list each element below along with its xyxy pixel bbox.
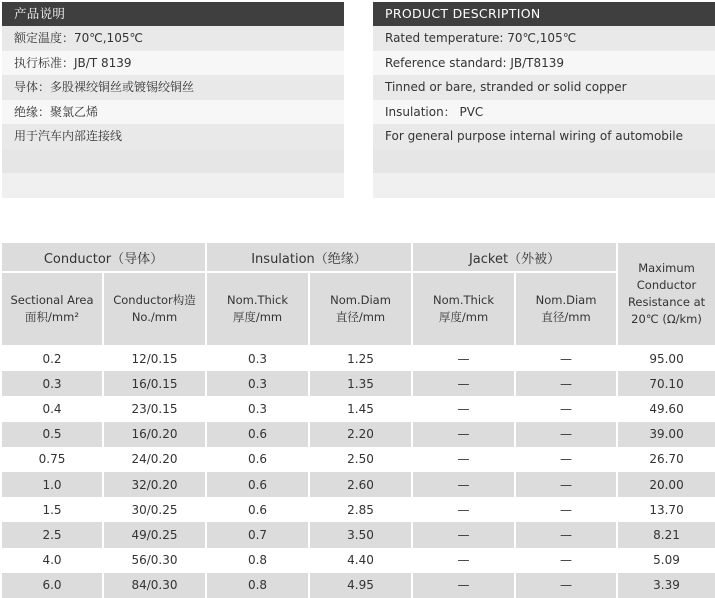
cell-insulation-diam: 4.95 bbox=[309, 573, 412, 598]
cell-insulation-diam: 2.50 bbox=[309, 447, 412, 472]
table-row bbox=[1, 422, 715, 447]
cell-jacket-diam: — bbox=[515, 522, 617, 547]
cell-jacket-diam: — bbox=[515, 548, 617, 573]
cell-conductor-construction: 23/0.15 bbox=[103, 396, 206, 421]
cell-conductor-construction: 32/0.20 bbox=[103, 472, 206, 497]
cell-sectional-area: 6.0 bbox=[1, 573, 103, 598]
cell-insulation-diam: 1.25 bbox=[309, 346, 412, 371]
group-header-jacket: Jacket（外被） bbox=[412, 242, 617, 272]
cell-jacket-diam: — bbox=[515, 396, 617, 421]
table-row bbox=[1, 346, 715, 371]
cell-jacket-diam: — bbox=[515, 472, 617, 497]
cn-row-empty-2 bbox=[2, 173, 344, 198]
cell-conductor-construction: 30/0.25 bbox=[103, 497, 206, 522]
resistance-label-line-4: 20℃ (Ω/km) bbox=[631, 312, 702, 326]
cell-jacket-diam: — bbox=[515, 573, 617, 598]
sectional-area-label-cn: 面积/mm² bbox=[25, 310, 79, 324]
cell-sectional-area: 2.5 bbox=[1, 522, 103, 547]
en-row-usage: For general purpose internal wiring of automobile bbox=[373, 124, 715, 149]
table-row bbox=[1, 497, 715, 522]
jacket-diam-label-en: Nom.Diam bbox=[535, 293, 597, 307]
cell-jacket-diam: — bbox=[515, 447, 617, 472]
en-row-conductor: Tinned or bare, stranded or solid copper bbox=[373, 75, 715, 100]
specification-table bbox=[0, 241, 715, 598]
column-header-conductor-construction bbox=[103, 272, 206, 346]
cell-max-resistance: 49.60 bbox=[617, 396, 715, 421]
cell-conductor-construction: 16/0.20 bbox=[103, 422, 206, 447]
cell-insulation-thick: 0.3 bbox=[206, 346, 309, 371]
cn-row-rated-temperature: 额定温度：70℃,105℃ bbox=[2, 26, 344, 51]
table-body bbox=[1, 346, 715, 598]
cell-sectional-area: 0.3 bbox=[1, 371, 103, 396]
cell-conductor-construction: 84/0.30 bbox=[103, 573, 206, 598]
sectional-area-label-en: Sectional Area bbox=[10, 293, 94, 307]
cell-conductor-construction: 16/0.15 bbox=[103, 371, 206, 396]
cell-insulation-thick: 0.3 bbox=[206, 396, 309, 421]
column-header-insulation-diam bbox=[309, 272, 412, 346]
cell-insulation-diam: 2.85 bbox=[309, 497, 412, 522]
cell-insulation-diam: 3.50 bbox=[309, 522, 412, 547]
cell-insulation-thick: 0.6 bbox=[206, 472, 309, 497]
column-header-jacket-thick bbox=[412, 272, 515, 346]
en-row-rated-temperature: Rated temperature: 70℃,105℃ bbox=[373, 26, 715, 51]
cell-sectional-area: 4.0 bbox=[1, 548, 103, 573]
en-description-panel bbox=[373, 2, 715, 198]
cell-max-resistance: 13.70 bbox=[617, 497, 715, 522]
resistance-label-line-3: Resistance at bbox=[627, 295, 706, 309]
cell-max-resistance: 5.09 bbox=[617, 548, 715, 573]
cell-sectional-area: 0.75 bbox=[1, 447, 103, 472]
cell-conductor-construction: 56/0.30 bbox=[103, 548, 206, 573]
en-row-insulation: Insulation： PVC bbox=[373, 100, 715, 125]
cell-insulation-thick: 0.3 bbox=[206, 371, 309, 396]
column-header-resistance bbox=[617, 242, 715, 346]
en-row-empty-2 bbox=[373, 173, 715, 198]
cell-jacket-diam: — bbox=[515, 497, 617, 522]
cell-insulation-diam: 1.35 bbox=[309, 371, 412, 396]
column-header-insulation-thick bbox=[206, 272, 309, 346]
en-panel-title: PRODUCT DESCRIPTION bbox=[373, 2, 715, 26]
cell-jacket-thick: — bbox=[412, 548, 515, 573]
cn-row-usage: 用于汽车内部连接线 bbox=[2, 124, 344, 149]
cell-jacket-thick: — bbox=[412, 447, 515, 472]
table-row bbox=[1, 573, 715, 598]
group-header-conductor: Conductor（导体） bbox=[1, 242, 206, 272]
cell-insulation-thick: 0.6 bbox=[206, 447, 309, 472]
jacket-thick-label-en: Nom.Thick bbox=[433, 293, 495, 307]
cn-row-conductor: 导体：多股裸绞铜丝或镀锡绞铜丝 bbox=[2, 75, 344, 100]
cell-jacket-diam: — bbox=[515, 422, 617, 447]
cell-sectional-area: 0.2 bbox=[1, 346, 103, 371]
cell-max-resistance: 95.00 bbox=[617, 346, 715, 371]
cn-panel-rows bbox=[2, 26, 344, 198]
resistance-label-line-2: Conductor bbox=[636, 278, 697, 292]
ins-thick-label-en: Nom.Thick bbox=[227, 293, 288, 307]
en-panel-rows bbox=[373, 26, 715, 198]
cell-jacket-thick: — bbox=[412, 522, 515, 547]
cell-insulation-thick: 0.8 bbox=[206, 573, 309, 598]
table-row bbox=[1, 522, 715, 547]
cn-row-empty-1 bbox=[2, 149, 344, 174]
table-row bbox=[1, 447, 715, 472]
cell-insulation-thick: 0.8 bbox=[206, 548, 309, 573]
construction-label-en: Conductor构造 bbox=[113, 293, 196, 307]
jacket-diam-label-cn: 直径/mm bbox=[541, 310, 591, 324]
column-header-jacket-diam bbox=[515, 272, 617, 346]
cell-insulation-diam: 2.60 bbox=[309, 472, 412, 497]
cn-row-insulation: 绝缘：聚氯乙烯 bbox=[2, 100, 344, 125]
cell-jacket-thick: — bbox=[412, 371, 515, 396]
jacket-thick-label-cn: 厚度/mm bbox=[438, 310, 489, 324]
cell-jacket-thick: — bbox=[412, 396, 515, 421]
cell-insulation-diam: 2.20 bbox=[309, 422, 412, 447]
cell-max-resistance: 3.39 bbox=[617, 573, 715, 598]
cell-jacket-thick: — bbox=[412, 346, 515, 371]
cell-insulation-thick: 0.7 bbox=[206, 522, 309, 547]
cell-insulation-thick: 0.6 bbox=[206, 497, 309, 522]
table-row bbox=[1, 371, 715, 396]
cell-max-resistance: 8.21 bbox=[617, 522, 715, 547]
table-row bbox=[1, 396, 715, 421]
resistance-label-line-1: Maximum bbox=[638, 261, 695, 275]
cell-max-resistance: 39.00 bbox=[617, 422, 715, 447]
cell-max-resistance: 26.70 bbox=[617, 447, 715, 472]
construction-label-unit: No./mm bbox=[131, 310, 178, 324]
cell-conductor-construction: 12/0.15 bbox=[103, 346, 206, 371]
cn-description-panel bbox=[2, 2, 344, 198]
cell-conductor-construction: 24/0.20 bbox=[103, 447, 206, 472]
cell-max-resistance: 20.00 bbox=[617, 472, 715, 497]
cell-insulation-diam: 1.45 bbox=[309, 396, 412, 421]
cell-sectional-area: 1.5 bbox=[1, 497, 103, 522]
cn-row-standard: 执行标准：JB/T 8139 bbox=[2, 51, 344, 76]
cell-jacket-diam: — bbox=[515, 346, 617, 371]
en-row-standard: Reference standard: JB/T8139 bbox=[373, 51, 715, 76]
cell-jacket-thick: — bbox=[412, 497, 515, 522]
cell-sectional-area: 1.0 bbox=[1, 472, 103, 497]
cell-jacket-thick: — bbox=[412, 422, 515, 447]
column-header-sectional-area bbox=[1, 272, 103, 346]
ins-thick-label-cn: 厚度/mm bbox=[232, 310, 283, 324]
en-row-empty-1 bbox=[373, 149, 715, 174]
cell-sectional-area: 0.5 bbox=[1, 422, 103, 447]
cell-insulation-diam: 4.40 bbox=[309, 548, 412, 573]
cell-max-resistance: 70.10 bbox=[617, 371, 715, 396]
table-row bbox=[1, 472, 715, 497]
cell-jacket-thick: — bbox=[412, 573, 515, 598]
table-header bbox=[1, 242, 715, 346]
group-header-insulation: Insulation（绝缘） bbox=[206, 242, 412, 272]
ins-diam-label-en: Nom.Diam bbox=[330, 293, 391, 307]
cell-insulation-thick: 0.6 bbox=[206, 422, 309, 447]
ins-diam-label-cn: 直径/mm bbox=[335, 310, 386, 324]
cell-conductor-construction: 49/0.25 bbox=[103, 522, 206, 547]
table-row bbox=[1, 548, 715, 573]
cell-jacket-diam: — bbox=[515, 371, 617, 396]
cn-panel-title: 产品说明 bbox=[2, 2, 344, 26]
cell-sectional-area: 0.4 bbox=[1, 396, 103, 421]
cell-jacket-thick: — bbox=[412, 472, 515, 497]
